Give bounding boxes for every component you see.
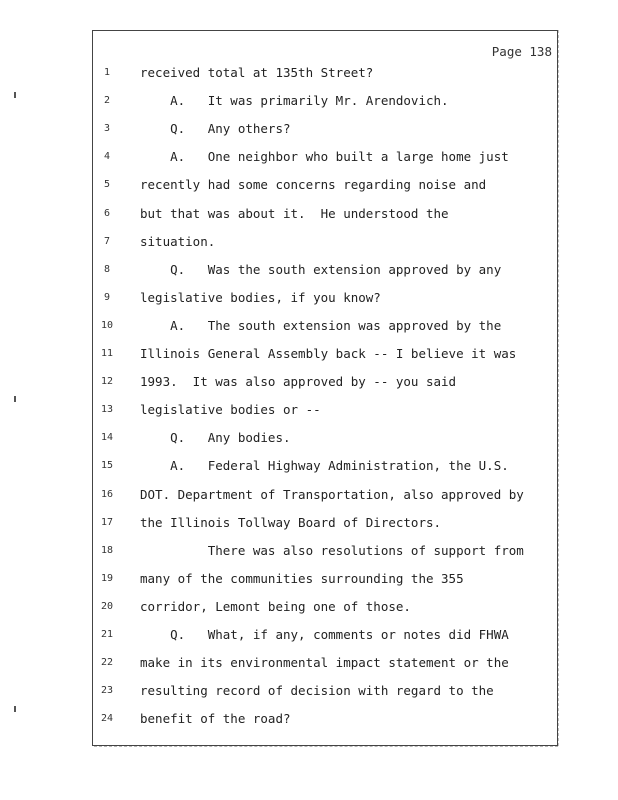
- line-text: corridor, Lemont being one of those.: [140, 598, 411, 614]
- line-text: received total at 135th Street?: [140, 65, 374, 80]
- transcript-line: [0, 204, 618, 224]
- line-number: 11: [100, 348, 114, 359]
- transcript-line: [0, 260, 618, 280]
- line-text: A. One neighbor who built a large home just: [140, 149, 509, 165]
- line-text: A. The south extension was approved by the: [140, 317, 502, 333]
- transcript-line: [0, 541, 618, 561]
- line-text: legislative bodies or --: [140, 402, 321, 418]
- transcript-line: [0, 709, 618, 729]
- line-text: A. It was primarily Mr. Arendovich.: [140, 93, 449, 109]
- transcript-line: [0, 91, 618, 111]
- line-number: 18: [100, 544, 114, 556]
- line-text: but that was about it. He understood the: [140, 205, 449, 221]
- transcript-line: [0, 485, 618, 505]
- transcript-line: [0, 147, 618, 167]
- line-number: 4: [103, 151, 111, 163]
- line-text: recently had some concerns regarding noise and: [140, 177, 487, 193]
- line-number: 2: [103, 95, 111, 107]
- line-number: 12: [100, 376, 114, 388]
- transcript-line: [0, 119, 618, 139]
- line-text: 1993. It was also approved by -- you said: [140, 374, 457, 390]
- transcript-line: [0, 372, 618, 392]
- transcript-line: [0, 344, 618, 364]
- transcript-line: [0, 653, 618, 673]
- transcript-line: [0, 232, 618, 252]
- transcript-line: [0, 175, 618, 195]
- line-text: benefit of the road?: [140, 711, 291, 727]
- transcript-line: [0, 513, 618, 533]
- transcript-line: [0, 63, 618, 83]
- line-number: 6: [103, 207, 111, 219]
- line-number: 3: [103, 123, 111, 135]
- line-number: 13: [100, 404, 114, 416]
- line-number: 19: [100, 572, 114, 584]
- line-number: 14: [100, 432, 114, 444]
- page-number: Page 138: [491, 44, 552, 59]
- line-number: 8: [103, 263, 111, 275]
- line-number: 24: [100, 713, 114, 725]
- line-text: Q. Was the south extension approved by any: [140, 261, 502, 277]
- line-text: Q. Any bodies.: [140, 430, 291, 446]
- transcript-line: [0, 456, 618, 476]
- line-text: the Illinois Tollway Board of Directors.: [140, 514, 442, 530]
- line-number: 7: [103, 235, 111, 247]
- line-text: situation.: [140, 233, 216, 249]
- line-text: A. Federal Highway Administration, the U.S.: [140, 458, 509, 474]
- line-number: 5: [103, 179, 111, 191]
- line-number: 20: [100, 600, 114, 612]
- line-number: 21: [100, 629, 114, 640]
- line-number: 16: [100, 488, 114, 500]
- transcript-line: [0, 681, 618, 701]
- line-text: There was also resolutions of support from: [140, 542, 524, 558]
- line-number: 22: [100, 657, 114, 669]
- transcript-line: [0, 316, 618, 336]
- line-text: DOT. Department of Transportation, also approved by: [140, 486, 524, 502]
- transcript-line: [0, 569, 618, 589]
- line-number: 1: [103, 67, 111, 78]
- transcript-line: [0, 625, 618, 645]
- line-number: 9: [103, 291, 111, 303]
- line-number: 23: [100, 685, 114, 697]
- line-number: 10: [100, 319, 114, 331]
- transcript-line: [0, 400, 618, 420]
- line-number: 15: [100, 460, 114, 472]
- line-text: resulting record of decision with regard to the: [140, 683, 494, 699]
- line-number: 17: [100, 516, 114, 528]
- line-text: Q. What, if any, comments or notes did FHWA: [140, 627, 509, 642]
- line-text: Illinois General Assembly back -- I believe it was: [140, 346, 517, 361]
- line-text: make in its environmental impact statement or the: [140, 655, 509, 671]
- transcript-line: [0, 288, 618, 308]
- transcript-line: [0, 428, 618, 448]
- line-text: many of the communities surrounding the 355: [140, 570, 464, 586]
- line-text: Q. Any others?: [140, 121, 291, 137]
- line-text: legislative bodies, if you know?: [140, 289, 381, 305]
- transcript-line: [0, 597, 618, 617]
